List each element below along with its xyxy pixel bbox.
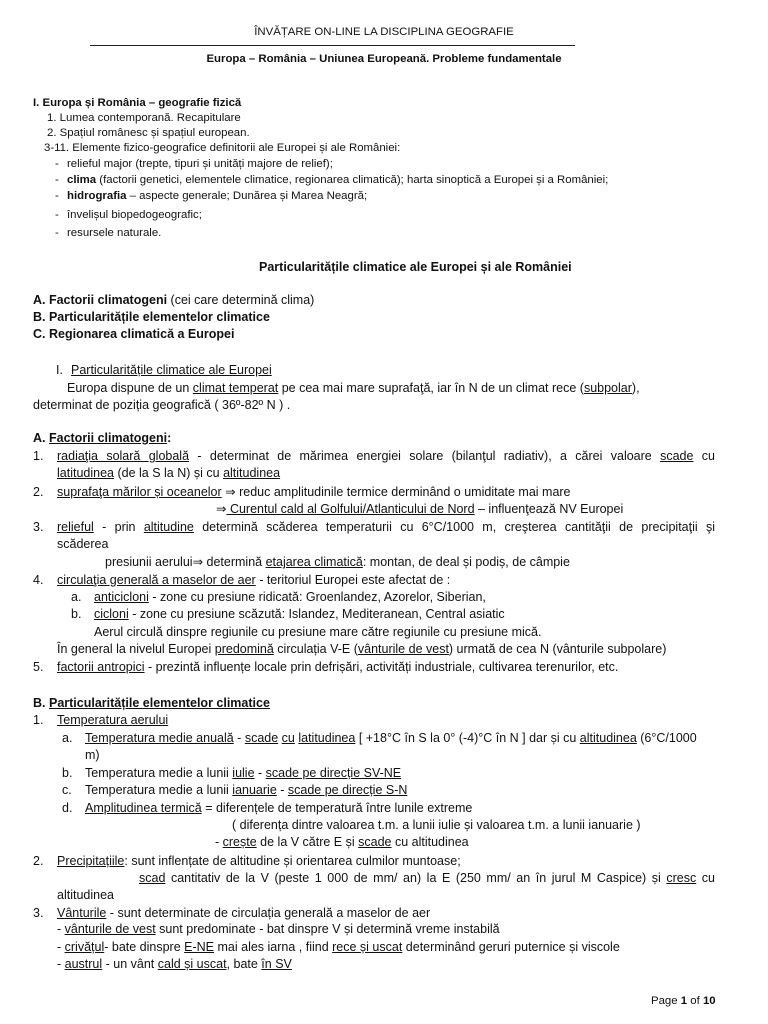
text-span: - xyxy=(57,922,65,936)
outline-sub-dash: - xyxy=(55,158,59,170)
outline-heading: I. Europa și România – geografie fizică xyxy=(33,97,242,109)
implies-arrow-icon: ⇒ xyxy=(192,554,204,569)
text-span: - prezintă influențe locale prin defrișări, activități industriale, cultivarea terenurilor, etc. xyxy=(144,660,619,674)
section-a-heading xyxy=(33,430,171,446)
page-indicator xyxy=(651,993,716,1009)
text-span: ) urmată de cea N (vânturile subpolare) xyxy=(448,642,667,656)
underlined-term: circulaţia generală a maselor de aer xyxy=(57,573,256,587)
document-subtitle: Europa – România – Uniunea Europeană. Probleme fundamentale xyxy=(206,53,562,65)
underlined-term: relieful xyxy=(57,520,94,534)
factor-4-cicloni xyxy=(94,606,505,622)
outline-sub-dash: - xyxy=(55,209,59,221)
text-span: B. xyxy=(33,696,49,710)
winds-austru xyxy=(57,956,292,972)
underlined-term: latitudinea xyxy=(57,466,114,480)
underlined-term: Amplitudinea termică xyxy=(85,801,202,815)
list-number: 3. xyxy=(33,520,44,534)
text-span: determinând geruri puternice și viscole xyxy=(402,940,620,954)
text-span: - teritoriul Europei este afectat de : xyxy=(255,573,451,587)
temp-annual-line-1 xyxy=(85,730,697,746)
winds-heading xyxy=(57,905,430,921)
factor-4-note: Aerul circulă dinspre regiunile cu presiune mare către regiunile cu presiune mică. xyxy=(94,625,542,639)
factor-1-line-1 xyxy=(57,448,715,464)
outline-sub-dash: - xyxy=(55,227,59,239)
implies-arrow-icon: ⇒ xyxy=(216,501,227,516)
underlined-term: cald și uscat xyxy=(157,957,227,971)
list-letter: a. xyxy=(71,590,82,604)
toc-item-a xyxy=(33,292,314,308)
underlined-term: scade xyxy=(358,835,392,849)
winds-crivat xyxy=(57,939,620,955)
text-span: Page xyxy=(651,995,681,1007)
outline-item-2: 2. Spațiul românesc și spațiul european. xyxy=(47,127,250,139)
underlined-term: scade pe direcție S-N xyxy=(287,783,408,797)
underlined-term: ianuarie xyxy=(232,783,277,797)
text-span: cantitativ de la V (peste 1 000 de mm/ an) la E (250 mm/ an în jurul M Caspice) și xyxy=(165,871,667,885)
text-span: : montan, de deal și podiș, de câmpie xyxy=(362,555,570,569)
underlined-term: scad xyxy=(139,871,166,885)
part-number: I. xyxy=(56,363,63,377)
underlined-term: iulie xyxy=(232,766,255,780)
text-span: mai ales iarna , fiind xyxy=(214,940,333,954)
underlined-term: radiaţia solară globală xyxy=(57,449,190,463)
text-span: cu xyxy=(696,871,715,885)
text-span: sunt predominate - bat dinspre V și determină vreme instabilă xyxy=(155,922,500,936)
text-span: În general la nivelul Europei xyxy=(57,642,215,656)
outline-item-1: 1. Lumea contemporană. Recapitulare xyxy=(47,112,241,124)
underlined-term: cicloni xyxy=(94,607,129,621)
text-span: presiunii aerului xyxy=(105,555,193,569)
text-span: Temperatura medie a lunii xyxy=(85,766,233,780)
text-span: = diferențele de temperatură între lunile extreme xyxy=(201,801,473,815)
underlined-term: E-NE xyxy=(184,940,215,954)
factor-4-line-1 xyxy=(57,572,450,588)
underlined-term: scade xyxy=(660,449,694,463)
underlined-term: etajarea climatică xyxy=(265,555,363,569)
text-span: determină scăderea temperaturii cu 6°C/1000 m, creşterea cantităţii de precipitaţii şi xyxy=(193,520,715,534)
underlined-term: crește xyxy=(222,835,257,849)
text-span: - bate dinspre xyxy=(104,940,185,954)
factor-4-anticicloni xyxy=(94,589,486,605)
list-letter: b. xyxy=(62,766,73,780)
temperature-heading: Temperatura aerului xyxy=(57,713,169,727)
text-span: determină xyxy=(203,555,266,569)
text-span: , bate xyxy=(226,957,262,971)
text-span: - sunt determinate de circulația generală a maselor de aer xyxy=(106,906,431,920)
text-span: - zone cu presiune ridicată: Groenlandez, Azorelor, Siberian, xyxy=(148,590,486,604)
underlined-term: Precipitațiile xyxy=(57,854,125,868)
winds-west xyxy=(57,921,500,937)
temp-amplitude-line-1 xyxy=(85,800,472,816)
underlined-term: latitudinea xyxy=(298,731,356,745)
text-span: A. xyxy=(33,431,49,445)
underlined-term: Particularitățile elementelor climatice xyxy=(48,696,270,710)
factor-2-line-2 xyxy=(216,501,623,517)
text-span: (6°C/1000 xyxy=(636,731,697,745)
text-span: : sunt inflențate de altitudine și orientarea culmilor muntoase; xyxy=(124,854,461,868)
part-heading: Particularitățile climatice ale Europei xyxy=(71,363,272,377)
page-total: 10 xyxy=(702,995,716,1007)
temp-amplitude-line-2: ( diferența dintre valoarea t.m. a lunii iulie și valoarea t.m. a lunii ianuarie ) xyxy=(232,818,641,832)
factor-4-summary xyxy=(57,641,666,657)
section-b-heading xyxy=(33,695,270,711)
part-intro-line-1 xyxy=(67,380,640,396)
underlined-term: Factorii climatogeni xyxy=(48,431,168,445)
temp-july xyxy=(85,765,401,781)
list-number: 2. xyxy=(33,485,44,499)
text-span: - un vânt xyxy=(102,957,158,971)
bold-term: A. Factorii climatogeni xyxy=(33,293,168,307)
list-letter: b. xyxy=(71,607,82,621)
text-span: reduc amplitudinile termice derminând o umiditate mai mare xyxy=(235,485,571,499)
outline-sub-biopedo: învelișul biopedogeografic; xyxy=(67,209,202,221)
underlined-term: în SV xyxy=(261,957,292,971)
underlined-term: Temperatura medie anuală xyxy=(85,731,234,745)
list-number: 2. xyxy=(33,854,44,868)
precip-line-3: altitudinea xyxy=(57,888,114,902)
underlined-term: anticicloni xyxy=(94,590,149,604)
factor-2-line-1 xyxy=(57,484,571,500)
text-span: – aspecte generale; Dunărea și Marea Neagră; xyxy=(126,190,368,202)
underlined-term: factorii antropici xyxy=(57,660,145,674)
text-span: : xyxy=(167,431,172,445)
text-span: cu xyxy=(693,449,715,463)
list-number: 3. xyxy=(33,906,44,920)
outline-sub-hidrografia xyxy=(67,188,367,204)
text-span: (de la S la N) și cu xyxy=(114,466,224,480)
underlined-term: cu xyxy=(281,731,295,745)
text-span: de la V către E și xyxy=(256,835,359,849)
factor-5-line xyxy=(57,659,618,675)
precip-line-2 xyxy=(139,870,715,886)
underlined-term: scade pe direcție SV-NE xyxy=(265,766,402,780)
text-span: [ +18°C în S la 0° (-4)°C în N ] dar și cu xyxy=(355,731,580,745)
underlined-term: austrul xyxy=(64,957,103,971)
outline-sub-clima xyxy=(67,172,608,188)
section-title: Particularitățile climatice ale Europei și ale României xyxy=(259,260,572,274)
implies-arrow-icon: ⇒ xyxy=(225,484,236,499)
list-number: 1. xyxy=(33,713,44,727)
outline-item-3: 3-11. Elemente fizico-geografice definitorii ale Europei și ale României: xyxy=(44,142,401,154)
underlined-term: crivățul xyxy=(64,940,105,954)
text-span: Europa dispune de un xyxy=(67,381,193,395)
outline-sub-dash: - xyxy=(55,174,59,186)
text-span: - zone cu presiune scăzută: Islandez, Mediteranean, Central asiatic xyxy=(128,607,505,621)
factor-3-line-3 xyxy=(105,554,570,570)
underlined-term: altitudine xyxy=(143,520,194,534)
page-number: 1 xyxy=(680,995,688,1007)
underlined-term: Curentul cald al Golfului/Atlanticului de Nord xyxy=(226,502,475,516)
outline-sub-dash: - xyxy=(55,190,59,202)
text-span: - prin xyxy=(93,520,144,534)
text-span: - xyxy=(57,957,65,971)
list-letter: d. xyxy=(62,801,73,815)
underlined-term: scade xyxy=(244,731,279,745)
list-number: 4. xyxy=(33,573,44,587)
text-span: (factorii genetici, elementele climatice, regionarea climatică); harta sinoptică a Europei și a României; xyxy=(96,174,609,186)
underlined-term: rece și uscat xyxy=(332,940,403,954)
underlined-term: Vânturile xyxy=(57,906,107,920)
toc-item-b: B. Particularitățile elementelor climatice xyxy=(33,310,270,324)
text-span: cu altitudinea xyxy=(391,835,469,849)
factor-3-line-2: scăderea xyxy=(57,537,109,551)
text-span: pe cea mai mare suprafaţă, iar în N de un climat rece ( xyxy=(278,381,584,395)
text-span: (cei care determină clima) xyxy=(167,293,315,307)
temp-january xyxy=(85,782,407,798)
text-span: - xyxy=(57,940,65,954)
bold-term: hidrografia xyxy=(67,190,127,202)
bold-term: clima xyxy=(67,174,97,186)
text-span: - xyxy=(215,835,223,849)
underlined-term: subpolar xyxy=(583,381,632,395)
text-span: - xyxy=(254,766,266,780)
list-number: 1. xyxy=(33,449,44,463)
underlined-term: cresc xyxy=(666,871,697,885)
outline-sub-relief: relieful major (trepte, tipuri și unități majore de relief); xyxy=(67,158,333,170)
header-divider xyxy=(90,45,575,46)
text-span: Temperatura medie a lunii xyxy=(85,783,233,797)
underlined-term: vânturile de vest xyxy=(64,922,156,936)
list-letter: a. xyxy=(62,731,73,745)
underlined-term: predomină xyxy=(214,642,274,656)
underlined-term: altitudinea xyxy=(579,731,637,745)
factor-3-line-1 xyxy=(57,519,715,535)
document-header-title: ÎNVĂȚARE ON-LINE LA DISCIPLINA GEOGRAFIE xyxy=(254,26,514,38)
underlined-term: vânturile de vest xyxy=(357,642,449,656)
precip-line-1 xyxy=(57,853,461,869)
text-span: of xyxy=(687,995,703,1007)
underlined-term: climat temperat xyxy=(192,381,279,395)
toc-item-c: C. Regionarea climatică a Europei xyxy=(33,327,235,341)
underlined-term: altitudinea xyxy=(223,466,281,480)
temp-amplitude-line-3 xyxy=(215,834,469,850)
text-span: - xyxy=(276,783,288,797)
part-intro-line-2: determinat de poziția geografică ( 36º-82º N ) . xyxy=(33,398,291,412)
outline-sub-resurse: resursele naturale. xyxy=(67,227,162,239)
text-span: - xyxy=(233,731,245,745)
list-number: 5. xyxy=(33,660,44,674)
temp-annual-line-2: m) xyxy=(85,748,100,762)
factor-1-line-2 xyxy=(57,465,280,481)
underlined-term: suprafaţa mărilor și oceanelor xyxy=(57,485,222,499)
text-span: – influenţează NV Europei xyxy=(474,502,624,516)
text-span: - determinat de mărimea energiei solare (bilanţul radiativ), a cărei valoare xyxy=(189,449,661,463)
text-span: ), xyxy=(631,381,640,395)
text-span: circulația V-E ( xyxy=(273,642,358,656)
list-letter: c. xyxy=(62,783,72,797)
